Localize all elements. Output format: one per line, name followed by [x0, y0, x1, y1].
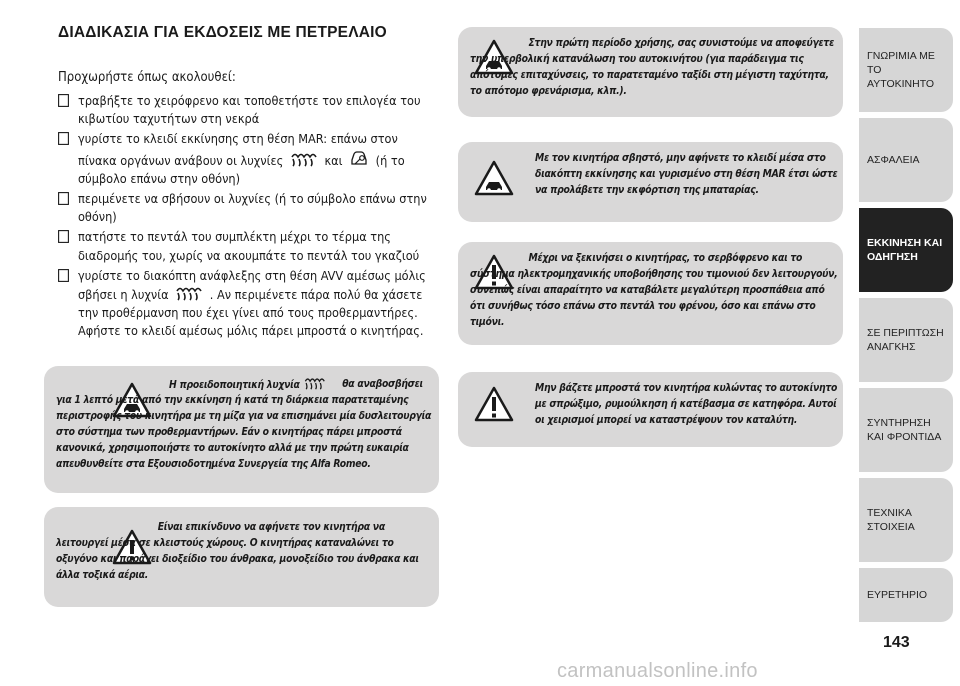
list-item: [58, 228, 438, 264]
page-heading: ΔΙΑΔΙΚΑΣΙΑ ΓΙΑ ΕΚΔΟΣΕΙΣ ΜΕ ΠΕΤΡΕΛΑΙΟ: [58, 24, 387, 41]
procedure-list: [58, 92, 438, 343]
immobilizer-car-icon: [349, 149, 369, 167]
tab-technical-data[interactable]: ΤΕΧΝΙΚΑ ΣΤΟΙΧΕΙΑ: [859, 478, 953, 562]
checkbox-icon: [58, 269, 74, 284]
list-item: [58, 267, 438, 341]
step-text: γυρίστε το κλειδί εκκίνησης στη θέση MAR: επάνω στον πίνακα οργάνων ανάβουν οι λυχνίες: [78, 131, 398, 168]
watermark: carmanualsonline.info: [557, 660, 758, 682]
step-text: περιμένετε να σβήσουν οι λυχνίες (ή το σύμβολο επάνω στην οθόνη): [78, 191, 427, 225]
list-item: [58, 130, 438, 188]
note-text: Στην πρώτη περίοδο χρήσης, σας συνιστούμε να αποφεύγετε την υπερβολική κατανάλωση του αυτοκινήτου (για παράδειγμα τις απότομες επιταχύνσεις, το παρατεταμένο ταξίδι στη μέγιστη ταχύτητα, το απότομο φρενάρισμα, κλπ.).: [470, 37, 834, 97]
step-text: γυρίστε το διακόπτη ανάφλεξης στη θέση AVV αμέσως μόλις σβήσει η λυχνία: [78, 267, 426, 303]
checkbox-icon: [58, 192, 74, 207]
note-text: θα αναβοσβήσει για 1 λεπτό μετά από την εκκίνηση ή κατά τη διάρκεια παρατεταμένης περιστροφής του κινητήρα με τη μίζα για να επισημάνει μία δυσλειτουργία στο σύστημα των προθερμαντήρων. Εάν ο κινητήρας πάρει μπροστά κανονικά, χρησιμοποιήστε το αυτοκίνητο αλλά με την πρώτη ευκαιρία απευθυνθείτε στα Εξουσιοδοτημένα Συνεργεία της Alfa Romeo.: [56, 378, 432, 470]
list-item: [58, 92, 438, 128]
step-text: (ή το σύμβολο επάνω στην οθόνη): [78, 152, 405, 186]
push-start-warning: [458, 372, 843, 447]
note-text: Η προειδοποιητική λυχνία: [169, 376, 448, 393]
step-text: τραβήξτε το χειρόφρενο και τοποθετήστε τον επιλογέα του κιβωτίου ταχυτήτων στη νεκρά: [78, 93, 421, 127]
key-mar-note: [458, 142, 843, 222]
tab-emergency[interactable]: ΣΕ ΠΕΡΙΠΤΩΣΗ ΑΝΑΓΚΗΣ: [859, 298, 953, 382]
step-text: πατήστε το πεντάλ του συμπλέκτη μέχρι το τέρμα της διαδρομής του, χωρίς να ακουμπάτε το πεντάλ του γκαζιού: [78, 229, 420, 263]
warning-exclamation-icon: [474, 386, 514, 422]
servo-warning: [458, 242, 843, 345]
checkbox-icon: [58, 94, 74, 109]
note-text: Με τον κινητήρα σβηστό, μην αφήνετε το κλειδί μέσα στο διακόπτη εκκίνησης και γυρισμένο στη θέση MAR έτσι ώστε να προλάβετε την εκφόρτιση της μπαταρίας.: [535, 152, 838, 196]
glow-plug-icon: [175, 285, 203, 301]
step-text: και: [324, 152, 343, 168]
tab-safety[interactable]: ΑΣΦΑΛΕΙΑ: [859, 118, 953, 202]
tab-starting-driving[interactable]: ΕΚΚΙΝΗΣΗ ΚΑΙ ΟΔΗΓΗΣΗ: [859, 208, 953, 292]
caution-car-icon: [474, 160, 514, 196]
tab-index[interactable]: ΕΥΡΕΤΗΡΙΟ: [859, 568, 953, 622]
enclosed-space-warning: [44, 507, 439, 607]
checkbox-icon: [58, 230, 74, 245]
glow-plug-icon: [290, 151, 318, 167]
note-text: Μην βάζετε μπροστά τον κινητήρα κυλώντας το αυτοκίνητο με σπρώξιμο, ρυμούλκηση ή κατέβασμα σε κατηφόρα. Αυτοί οι χειρισμοί μπορεί να καταστρέψουν τον καταλύτη.: [535, 382, 838, 426]
intro-text: Προχωρήστε όπως ακολουθεί:: [58, 70, 236, 85]
glow-plug-note: [44, 366, 439, 493]
checkbox-icon: [58, 132, 74, 147]
list-item: [58, 190, 438, 226]
page-number: 143: [883, 634, 910, 651]
tab-maintenance[interactable]: ΣΥΝΤΗΡΗΣΗ ΚΑΙ ΦΡΟΝΤΙΔΑ: [859, 388, 953, 472]
first-use-note: [458, 27, 843, 117]
note-text: Είναι επικίνδυνο να αφήνετε τον κινητήρα να λειτουργεί μέσα σε κλειστούς χώρους. Ο κινητήρας καταναλώνει το οξυγόνο και παράγει διοξείδιο του άνθρακα, μονοξείδιο του άνθρακα και άλλα τοξικά αέρια.: [56, 521, 419, 581]
tab-getting-to-know-car[interactable]: ΓΝΩΡΙΜΙΑ ΜΕ ΤΟ ΑΥΤΟΚΙΝΗΤΟ: [859, 28, 953, 112]
note-text: Μέχρι να ξεκινήσει ο κινητήρας, το σερβόφρενο και το σύστημα ηλεκτρομηχανικής υποβοήθησης του τιμονιού δεν λειτουργούν, συνεπώς είναι απαραίτητο να καταβάλετε μεγαλύτερη προσπάθεια από ότι συνήθως τόσο επάνω στο πεντάλ του φρένου, όσο και επάνω στο τιμόνι.: [470, 252, 838, 328]
step-text: . Αν περιμένετε πάρα πολύ θα χάσετε την προθέρμανση που έχει γίνει από τους προθερμαντήρες. Αφήστε το κλειδί αμέσως μόλις πάρει μπροστά ο κινητήρας.: [78, 287, 424, 339]
